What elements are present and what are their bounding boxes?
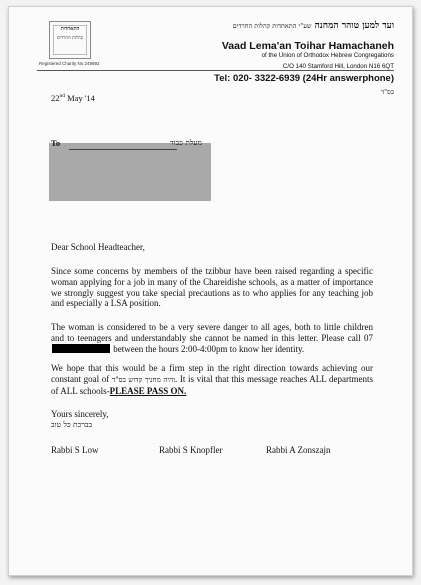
redacted-recipient-block [49,143,211,201]
logo-text-line2: קהלות החרדים [56,36,84,41]
p2-text-before: The woman is considered to be a very severe danger to all ages, both to little children and to teenagers and understandably she cannot be named in this letter. Please call 07 [51,322,373,343]
date-suffix: nd [59,93,65,100]
recipient-line [69,149,177,150]
charity-number: Registered Charity No 249892 [39,61,100,66]
closing-line: Yours sincerely, [51,409,109,419]
paragraph-goal [51,363,373,396]
union-line: of the Union of Orthodox Hebrew Congregations [261,52,394,59]
hebrew-letterhead-title [233,20,394,31]
organization-logo [49,21,91,59]
signatory-low: Rabbi S Low [51,445,99,455]
letter-page [8,6,413,576]
p3-hebrew-phrase: והיה מחניך קדוש בס"ד [111,375,175,384]
english-letterhead-title: Vaad Lema'an Toihar Hamachaneh [221,40,394,52]
signatory-zonszajn: Rabbi A Zonszajn [266,445,331,455]
signatory-knopfler: Rabbi S Knopfler [159,445,223,455]
hebrew-closing: בברכת כל טוב [51,420,93,429]
paragraph-concerns: Since some concerns by members of the tzibbur have been raised regarding a specific woman applying for a job in many of the Chareidishe schools, as a matter of importance we strongly suggest you take special precautions as to who applies for any teaching job and especially a LSA position. [51,266,373,309]
phone-line: Tel: 020- 3322-6939 (24Hr answerphone) [214,73,394,84]
redacted-phone-number [52,344,110,353]
date-day: 22 [51,93,60,103]
hebrew-subtitle: שע"י התאחדות קהלות החרדים [232,22,312,30]
hebrew-title: ועד למען טוהר המחנה [314,21,394,31]
p3-text-middle: . It is vital that this message reaches ALL departments of ALL schools- [51,373,373,396]
to-label: To [51,138,61,148]
p3-text-before: We hope that this would be a firm step in the right direction towards achieving our constant goal of [51,363,373,384]
bsd-mark: בס"ד [381,88,394,96]
logo-text-line1: התאחדות [60,26,80,32]
address-line: C/O 140 Stamford Hill, London N16 6QT [282,63,394,70]
paragraph-danger [51,322,373,354]
greeting: Dear School Headteacher, [51,242,145,252]
p2-text-after: between the hours 2:00-4:00pm to know her identity. [111,343,305,354]
please-pass-on: PLEASE PASS ON. [109,385,187,396]
date-rest: May '14 [65,93,95,103]
hebrew-honorific: מעלת כבוד [170,138,202,147]
letter-date [51,93,95,103]
letterhead-divider [37,70,394,71]
